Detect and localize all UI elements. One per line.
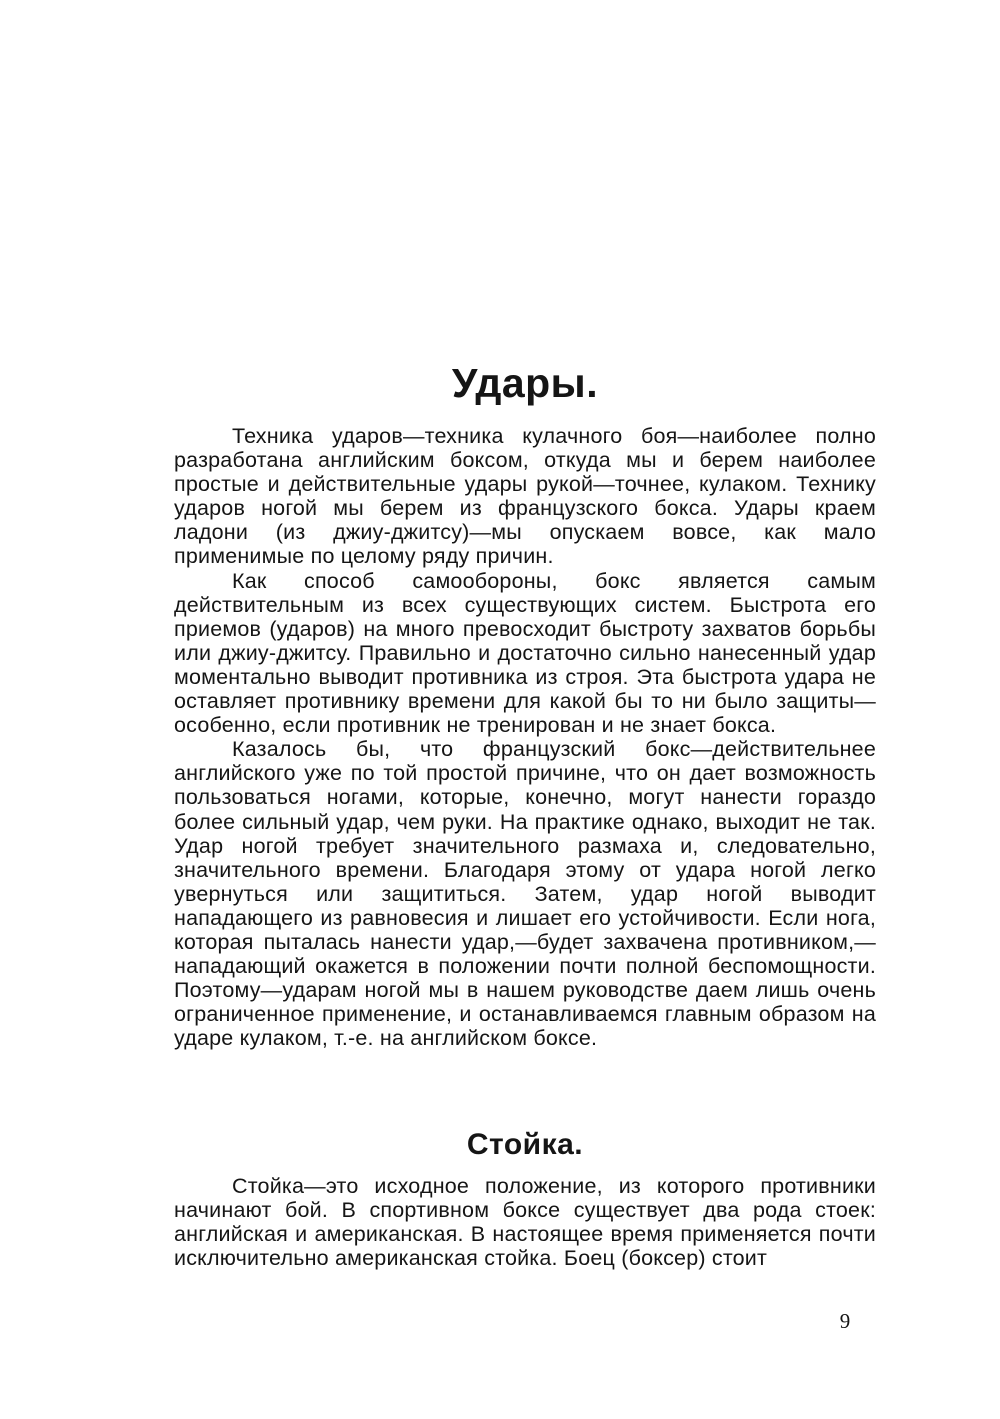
paragraph: Как способ самообороны, бокс является самым действительным из всех существующих систем. Быстрота его приемов (ударов) на много превосходит быстроту захватов борьбы или джиу-джитсу. Правильно и достаточно сильно нанесенный удар моментально выводит противника из строя. Эта быстрота удара не оставляет противнику времени для какой бы то ни было защиты—особенно, если противник не тренирован и не знает бокса. bbox=[174, 568, 876, 738]
subsection-heading: Стойка. bbox=[466, 1128, 584, 1161]
section-body bbox=[174, 424, 876, 1050]
subsection-body bbox=[174, 1174, 876, 1270]
paragraph: Техника ударов—техника кулачного боя—наиболее полно разработана английским боксом, откуда мы и берем наиболее простые и действительные удары рукой—точнее, кулаком. Технику ударов ногой мы берем из французского бокса. Удары краем ладони (из джиу-джитсу)—мы опускаем вовсе, как мало применимые по целому ряду причин. bbox=[174, 424, 876, 569]
page-number: 9 bbox=[839, 1309, 851, 1333]
section-heading: Удары. bbox=[451, 360, 599, 406]
paragraph: Казалось бы, что французский бокс—действительнее английского уже по той простой причине, что он дает возможность пользоваться ногами, которые, конечно, могут нанести гораздо более сильный удар, чем руки. На практике однако, выходит не так. Удар ногой требует значительного размаха и, следовательно, значительного времени. Благодаря этому от удара ногой легко увернуться или защититься. Затем, удар ногой выводит нападающего из равновесия и лишает его устойчивости. Если нога, которая пыталась нанести удар,—будет захвачена противником,—нападающий окажется в положении почти полной беспомощности. Поэтому—ударам ногой мы в нашем руководстве даем лишь очень ограниченное применение, и останавливаемся главным образом на ударе кулаком, т.-е. на английском боксе. bbox=[174, 737, 876, 1051]
paragraph: Стойка—это исходное положение, из которого противники начинают бой. В спортивном боксе существует два рода стоек: английская и американская. В настоящее время применяется почти исключительно американская стойка. Боец (боксер) стоит bbox=[174, 1174, 876, 1271]
